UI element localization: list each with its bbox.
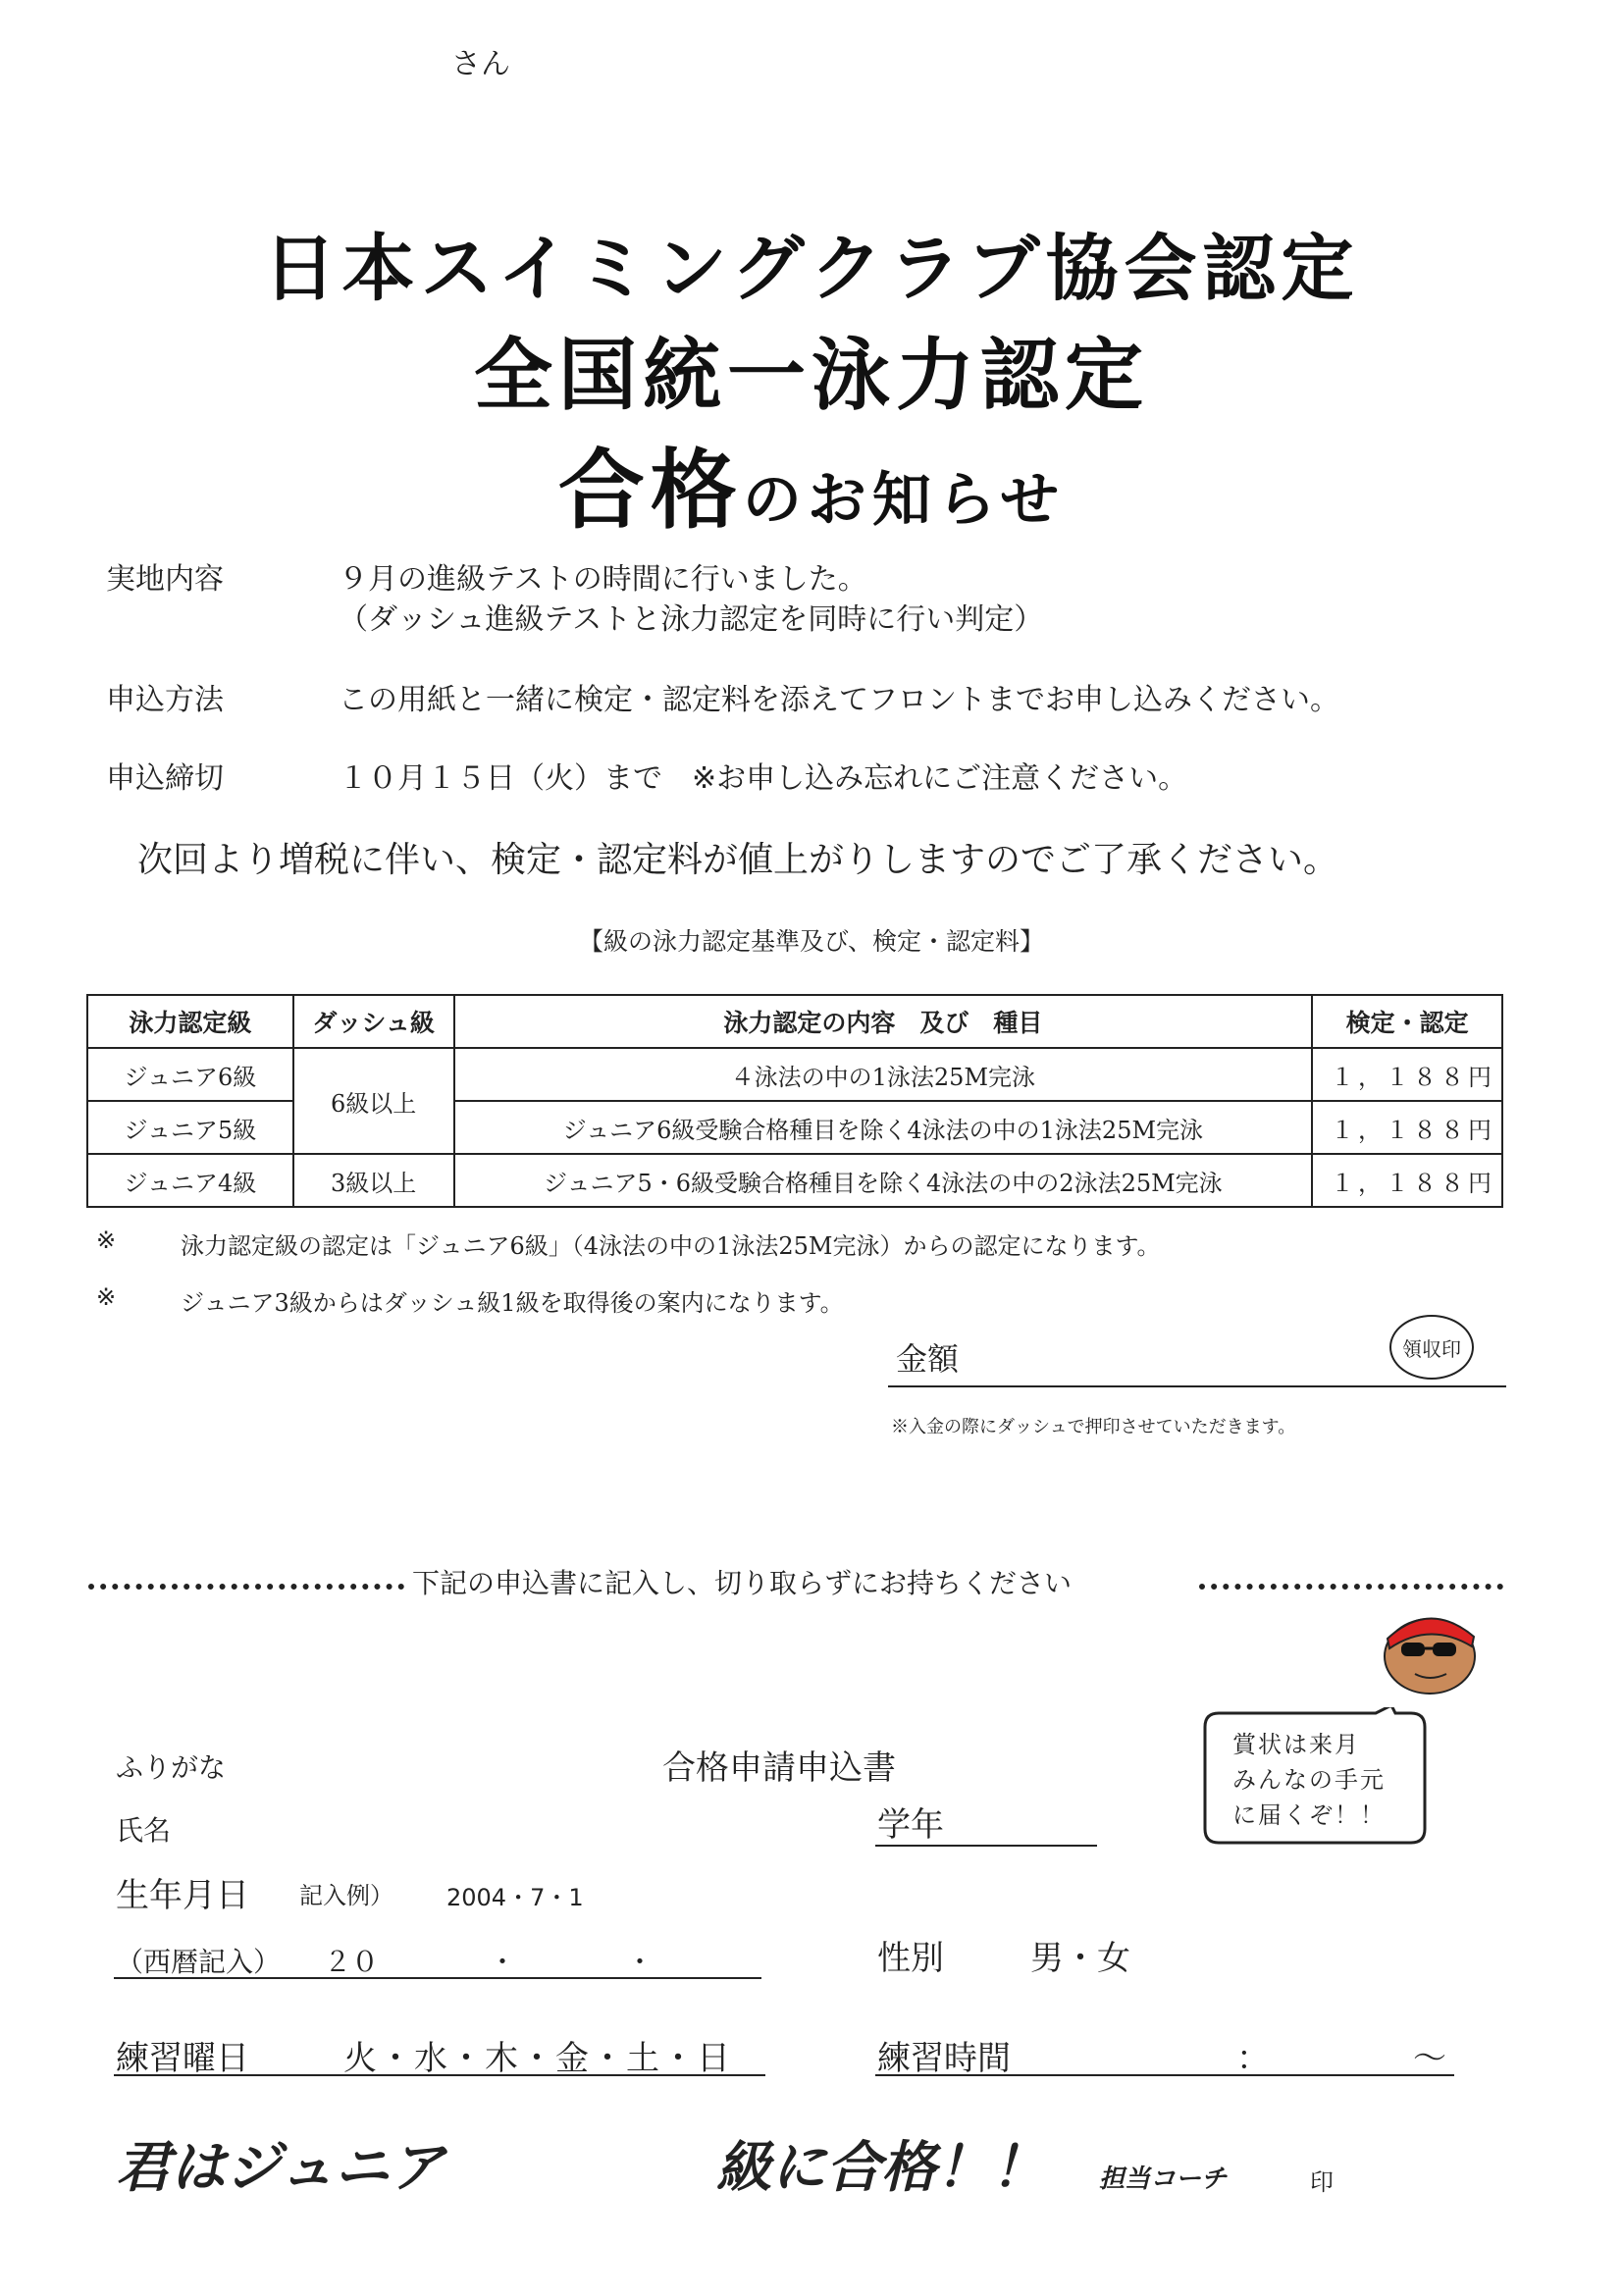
- recipient-suffix: さん: [451, 47, 510, 81]
- title-line-3: [0, 422, 1623, 546]
- table-header-row: [87, 995, 1502, 1048]
- header-grade: 泳力認定級: [87, 995, 293, 1048]
- price-increase-notice: 次回より増税に伴い、検定・認定料が値上がりしますのでご了承ください。: [137, 840, 1339, 880]
- bubble-line: 賞状は来月: [1232, 1731, 1360, 1758]
- furigana-label: ふりがな: [116, 1751, 227, 1784]
- slogan-right: 級に合格！！: [716, 2136, 1046, 2200]
- birthdate-field[interactable]: ２０ ・ ・: [324, 1946, 654, 1978]
- practice-day-label: 練習曜日: [116, 2039, 249, 2078]
- cut-line-text: 下記の申込書に記入し、切り取らずにお持ちください: [412, 1567, 1073, 1599]
- practice-time-label: 練習時間: [877, 2039, 1011, 2078]
- note-text: 泳力認定級の認定は「ジュニア6級」（4泳法の中の1泳法25M完泳）からの認定になります。: [181, 1232, 1161, 1260]
- fee-table: [86, 994, 1503, 1208]
- info-label-deadline: 申込締切: [106, 761, 224, 796]
- cell-content: ４泳法の中の1泳法25M完泳: [454, 1048, 1313, 1101]
- table-title: 【級の泳力認定基準及び、検定・認定料】: [578, 927, 1044, 956]
- info-value-method: この用紙と一緒に検定・認定料を添えてフロントまでお申し込みください。: [339, 683, 1339, 717]
- bubble-text: [1232, 1727, 1429, 1833]
- slogan-left: 君はジュニア: [116, 2136, 445, 2200]
- example-value: 2004・7・1: [446, 1884, 584, 1911]
- cut-line-right: [1199, 1584, 1503, 1590]
- seal-mark: 印: [1310, 2168, 1334, 2196]
- cut-line-left: [88, 1584, 404, 1590]
- info-value-deadline: １０月１５日（火）まで ※お申し込み忘れにご注意ください。: [339, 761, 1188, 796]
- header-content: 泳力認定の内容 及び 種目: [454, 995, 1313, 1048]
- amount-label: 金額: [896, 1340, 960, 1378]
- bubble-line: みんなの手元: [1232, 1766, 1386, 1794]
- name-label: 氏名: [116, 1814, 172, 1847]
- gender-options[interactable]: 男・女: [1030, 1939, 1130, 1978]
- cell-content: ジュニア6級受験合格種目を除く4泳法の中の1泳法25M完泳: [454, 1101, 1313, 1154]
- practice-day-options[interactable]: 火・水・木・金・土・日: [343, 2039, 732, 2078]
- birthdate-label: 生年月日: [116, 1876, 249, 1915]
- receipt-stamp: 領収印: [1389, 1315, 1474, 1380]
- amount-underline: [888, 1385, 1506, 1387]
- info-value-content-2: （ダッシュ進級テストと泳力認定を同時に行い判定）: [339, 602, 1044, 637]
- note-text: ジュニア3級からはダッシュ級1級を取得後の案内になります。: [181, 1289, 844, 1317]
- title-pass: 合格: [557, 440, 743, 541]
- cell-fee: １，１８８円: [1312, 1101, 1502, 1154]
- cell-grade: ジュニア4級: [87, 1154, 293, 1207]
- gender-label: 性別: [877, 1939, 944, 1978]
- header-fee: 検定・認定: [1312, 995, 1502, 1048]
- note-mark: ※: [96, 1226, 117, 1254]
- cell-fee: １，１８８円: [1312, 1048, 1502, 1101]
- cell-grade: ジュニア5級: [87, 1101, 293, 1154]
- cell-dash: 6級以上: [293, 1048, 454, 1154]
- form-title: 合格申請申込書: [662, 1748, 896, 1788]
- practice-time-tilde: 〜: [1413, 2039, 1446, 2078]
- info-label-content: 実地内容: [106, 562, 224, 597]
- stamp-note: ※入金の際にダッシュで押印させていただきます。: [891, 1417, 1296, 1437]
- note-mark: ※: [96, 1283, 117, 1311]
- example-label: 記入例）: [299, 1882, 393, 1909]
- cell-grade: ジュニア6級: [87, 1048, 293, 1101]
- cell-dash: 3級以上: [293, 1154, 454, 1207]
- info-label-method: 申込方法: [106, 683, 224, 717]
- bubble-line: に届くぞ！！: [1232, 1801, 1386, 1829]
- title-line-1: 日本スイミングクラブ協会認定: [263, 227, 1360, 311]
- practice-time-field[interactable]: [875, 2074, 1454, 2076]
- cell-content: ジュニア5・6級受験合格種目を除く4泳法の中の2泳法25M完泳: [454, 1154, 1313, 1207]
- grade-label: 学年: [877, 1805, 944, 1845]
- title-notice: のお知らせ: [742, 466, 1066, 535]
- practice-day-underline: [114, 2074, 765, 2076]
- title-line-2: 全国統一泳力認定: [474, 330, 1149, 421]
- seireki-label: （西暦記入）: [116, 1946, 282, 1978]
- coach-label: 担当コーチ: [1099, 2165, 1228, 2194]
- table-row: [87, 1048, 1502, 1101]
- mascot-icon: [1376, 1599, 1484, 1697]
- header-dash: ダッシュ級: [293, 995, 454, 1048]
- birthdate-underline: [114, 1977, 761, 1979]
- table-row: [87, 1154, 1502, 1207]
- grade-field[interactable]: [875, 1845, 1097, 1847]
- info-value-content: ９月の進級テストの時間に行いました。: [339, 562, 867, 597]
- cell-fee: １，１８８円: [1312, 1154, 1502, 1207]
- practice-time-colon: ：: [1236, 2039, 1270, 2078]
